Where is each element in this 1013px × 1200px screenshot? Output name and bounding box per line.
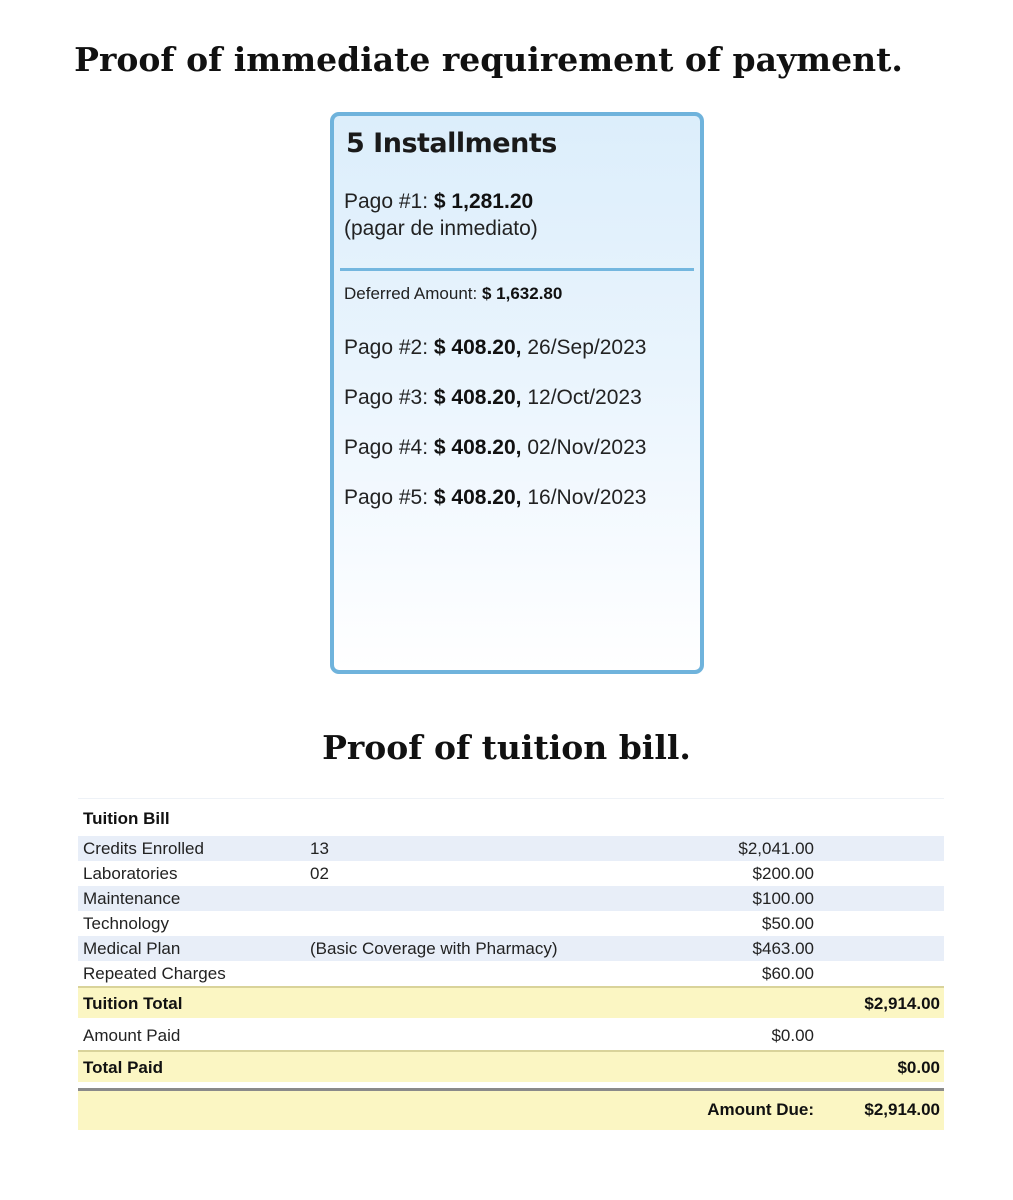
payment-label: Pago #5: (344, 486, 429, 509)
row-amount: $60.00 (762, 964, 814, 983)
first-payment-label: Pago #1: (344, 190, 429, 213)
payment-line (344, 386, 642, 410)
payment-amount: $ 408.20, (433, 436, 522, 459)
bill-title-row (78, 798, 944, 836)
payment-date: 16/Nov/2023 (527, 486, 647, 509)
row-amount: $100.00 (752, 889, 814, 908)
amount-paid-value: $0.00 (771, 1026, 814, 1045)
amount-due-value: $2,914.00 (864, 1100, 940, 1119)
row-label: Medical Plan (83, 939, 181, 958)
payment-date: 12/Oct/2023 (527, 386, 642, 409)
row-description: 13 (310, 839, 329, 858)
payment-label: Pago #3: (344, 386, 429, 409)
first-payment-line (344, 190, 533, 214)
table-row (78, 836, 944, 861)
payment-line (344, 486, 646, 510)
row-label: Laboratories (83, 864, 178, 883)
amount-due-label: Amount Due: (707, 1100, 814, 1119)
row-description: (Basic Coverage with Pharmacy) (310, 939, 558, 958)
table-row (78, 936, 944, 961)
payment-label: Pago #4: (344, 436, 429, 459)
amount-paid-label: Amount Paid (83, 1026, 181, 1045)
row-label: Technology (83, 914, 170, 933)
total-paid-value: $0.00 (897, 1058, 940, 1077)
total-paid-row (78, 1050, 944, 1082)
row-amount: $200.00 (752, 864, 814, 883)
row-label: Maintenance (83, 889, 181, 908)
heading-bill-proof: Proof of tuition bill. (322, 728, 691, 767)
row-description: 02 (310, 864, 329, 883)
payment-amount: $ 408.20, (433, 386, 522, 409)
tuition-bill-table (78, 798, 944, 1130)
installments-card (330, 112, 704, 674)
heading-payment-proof: Proof of immediate requirement of payment. (74, 40, 903, 79)
payment-label: Pago #2: (344, 336, 429, 359)
table-row (78, 861, 944, 886)
bill-title: Tuition Bill (83, 809, 170, 828)
payment-date: 02/Nov/2023 (527, 436, 647, 459)
amount-due-row (78, 1088, 944, 1130)
row-label: Credits Enrolled (83, 839, 204, 858)
payment-amount: $ 408.20, (433, 486, 522, 509)
card-divider (340, 268, 694, 271)
payment-amount: $ 408.20, (433, 336, 522, 359)
row-label: Repeated Charges (83, 964, 226, 983)
deferred-amount-line (344, 284, 562, 304)
installments-title: 5 Installments (346, 128, 557, 159)
payment-date: 26/Sep/2023 (527, 336, 647, 359)
row-amount: $50.00 (762, 914, 814, 933)
amount-paid-row (78, 1018, 944, 1050)
deferred-amount-value: $ 1,632.80 (481, 284, 563, 303)
row-amount: $2,041.00 (738, 839, 814, 858)
table-row (78, 886, 944, 911)
row-amount: $463.00 (752, 939, 814, 958)
deferred-amount-label: Deferred Amount: (344, 284, 478, 303)
tuition-total-label: Tuition Total (83, 994, 183, 1013)
payment-line (344, 336, 646, 360)
tuition-total-value: $2,914.00 (864, 994, 940, 1013)
total-paid-label: Total Paid (83, 1058, 163, 1077)
first-payment-amount: $ 1,281.20 (433, 190, 534, 213)
table-row (78, 961, 944, 986)
table-row (78, 911, 944, 936)
first-payment-note: (pagar de inmediato) (344, 217, 538, 240)
payment-line (344, 436, 646, 460)
tuition-total-row (78, 986, 944, 1018)
